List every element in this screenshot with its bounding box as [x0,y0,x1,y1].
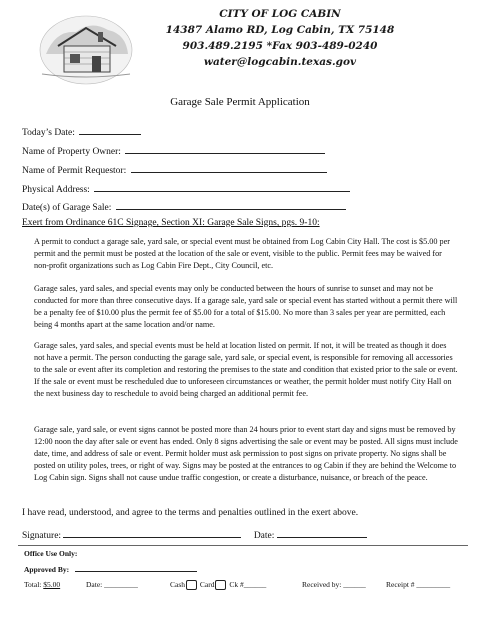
city-name: CITY OF LOG CABIN [219,8,341,20]
card-label: Card [199,580,215,589]
office-date-field[interactable]: Date: _________ [86,580,138,589]
total-field [24,580,60,589]
ordinance-excerpt-title: Exert from Ordinance 61C Signage, Section XI: Garage Sale Signs, pgs. 9-10: [22,218,320,228]
property-owner-label: Name of Property Owner: [22,147,121,157]
sale-dates-label: Date(s) of Garage Sale: [22,203,112,213]
cash-label: Cash [170,580,185,589]
signature-line[interactable] [63,528,241,538]
paragraph-hours-limits: Garage sales, yard sales, and special events may only be conducted between the hours of sunrise to sunset and may not be conducted for more than three consecutive days. If a garage sale, yard sale or special event has started without a permit there will be a penalty fee of $10.00 plus the permit fee of $5.00 for a total of $15.00. No more than 3 sales per year are permitted, each being 4 months apart at the same location and/or name. [34,284,458,329]
todays-date-label: Today’s Date: [22,128,75,138]
cash-checkbox[interactable] [186,580,197,590]
total-value: $5.00 [43,580,61,589]
payment-method-group [170,580,266,590]
approved-by-row [24,563,197,574]
signature-date-label: Date: [253,531,275,541]
city-phone-fax: 903.489.2195 *Fax 903-489-0240 [182,40,378,52]
office-use-title: Office Use Only: [24,549,78,558]
todays-date-line[interactable] [79,125,141,135]
city-email: water@logcabin.texas.gov [203,56,357,68]
received-by-field[interactable]: Received by: ______ [302,580,366,589]
card-checkbox[interactable] [215,580,226,590]
physical-address-label: Physical Address: [22,185,90,195]
signature-row [22,528,367,541]
office-divider [18,545,468,546]
city-address: 14387 Alamo RD, Log Cabin, TX 75148 [165,24,395,36]
approved-by-label: Approved By: [24,565,70,574]
approved-by-line[interactable] [75,563,197,572]
permit-requestor-field[interactable] [22,163,327,176]
acknowledgement-text: I have read, understood, and agree to the terms and penalties outlined in the exert above. [22,508,359,518]
letterhead [110,6,450,70]
signature-label: Signature: [22,531,62,541]
permit-requestor-line[interactable] [131,163,327,173]
check-number-field[interactable]: Ck #______ [229,580,267,589]
property-owner-line[interactable] [125,144,325,154]
total-label: Total: [24,580,42,589]
physical-address-line[interactable] [94,182,350,192]
property-owner-field[interactable] [22,144,325,157]
paragraph-location-cleanup: Garage sales, yard sales, and special events must be held at location listed on permit. If not, it will be treated as though it does not have a permit. The person conducting the garage sale, yard sale, or special event, is responsible for removing all accessories to the sale or event after its completion and restoring the premises to the state and condition that existed prior to the sale or event. If the sale or event must be rescheduled due to unforeseen circumstances or weather, the permit holder must notify City Hall on the next business day to reschedule to avoid being charged an additional permit fee. [34,341,458,398]
physical-address-field[interactable] [22,182,350,195]
signature-date-line[interactable] [277,528,367,538]
sale-dates-line[interactable] [116,200,346,210]
receipt-number-field[interactable]: Receipt # _________ [386,580,451,589]
paragraph-permit-cost: A permit to conduct a garage sale, yard sale, or special event must be obtained from Log Cabin City Hall. The cost is $5.00 per permit and the permit must be posted at the location of the sale or event, visible to the public. Permit fees may be waived for non-profit organizations such as Log Cabin Fire Dept., City Council, etc. [34,237,450,270]
paragraph-signs: Garage sale, yard sale, or event signs cannot be posted more than 24 hours prior to event start day and signs must be removed by 12:00 noon the day after sale or event has ended. Only 8 signs advertising the sale or event may be posted. All signs must include date, time, and address of sale or event. Permit holder must ask permission to post signs on private property. No signs shall be posted on utility poles, trees, or right of way. Signs may be posted at the entrances to og Cabin if they are behind the Welcome to Log Cabin sign. Signs shall not cause undue traffic congestion, or create a disturbance, nuisance, or breach of the peace. [34,425,458,482]
todays-date-field[interactable] [22,125,141,138]
sale-dates-field[interactable] [22,200,346,213]
form-title: Garage Sale Permit Application [170,96,310,108]
permit-requestor-label: Name of Permit Requestor: [22,166,127,176]
